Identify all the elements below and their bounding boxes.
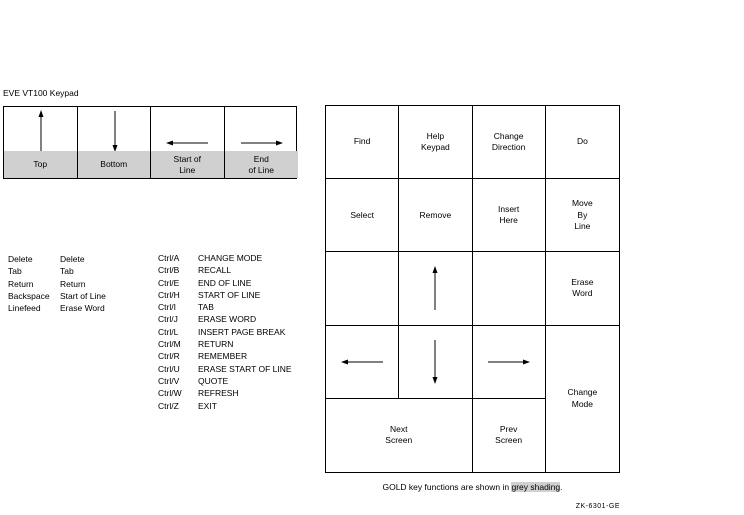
caption-text: GOLD key functions are shown in — [382, 482, 512, 492]
list-item — [158, 350, 292, 362]
ctrl-key: Ctrl/B — [158, 265, 180, 276]
list-item: Tab — [8, 266, 22, 277]
ctrl-key: Ctrl/E — [158, 277, 180, 288]
main-keypad — [325, 105, 620, 473]
ctrl-function: ERASE WORD — [198, 314, 257, 325]
ctrl-key: Ctrl/W — [158, 388, 182, 399]
ctrl-function: INSERT PAGE BREAK — [198, 326, 286, 337]
down-arrow-icon — [78, 107, 151, 153]
ctrl-key: Ctrl/I — [158, 302, 176, 313]
blank-key[interactable] — [473, 252, 546, 325]
down-arrow-key[interactable] — [399, 326, 472, 399]
ctrl-function: ERASE START OF LINE — [198, 363, 292, 374]
ctrl-key: Ctrl/U — [158, 363, 180, 374]
ctrl-function: REFRESH — [198, 388, 239, 399]
key-label: Change Direction — [491, 130, 526, 153]
key-label: Move By Line — [571, 198, 593, 232]
down-arrow-key[interactable] — [78, 107, 152, 178]
list-item — [158, 375, 292, 387]
gold-end-of-line-label: End of Line — [225, 151, 299, 178]
key-label: Prev Screen — [495, 423, 523, 446]
caption-end: . — [560, 482, 563, 492]
ctrl-key: Ctrl/M — [158, 339, 181, 350]
list-item: Return — [8, 278, 34, 289]
up-arrow-icon — [425, 264, 445, 312]
left-arrow-icon — [339, 356, 385, 368]
left-arrow-key[interactable] — [151, 107, 225, 178]
ctrl-key: Ctrl/V — [158, 375, 180, 386]
move-by-line-key[interactable] — [546, 179, 619, 252]
up-arrow-key[interactable] — [4, 107, 78, 178]
left-arrow-key[interactable] — [326, 326, 399, 399]
gold-top-label: Top — [4, 151, 77, 178]
ctrl-function: EXIT — [198, 400, 217, 411]
key-label: Change Mode — [567, 387, 598, 409]
prev-screen-key[interactable] — [473, 399, 546, 472]
next-screen-key[interactable] — [326, 399, 473, 472]
list-item — [158, 301, 292, 313]
key-label: Do — [576, 136, 588, 147]
list-item: Linefeed — [8, 303, 41, 314]
list-item: Delete — [60, 254, 85, 264]
figure-code: ZK-6301-GE — [575, 503, 620, 510]
list-item — [158, 363, 292, 375]
list-item: Erase Word — [60, 303, 105, 314]
list-item — [158, 277, 292, 289]
remove-key[interactable] — [399, 179, 472, 252]
keypad-title: EVE VT100 Keypad — [3, 88, 79, 98]
key-label: Help Keypad — [420, 130, 450, 153]
ctrl-function: END OF LINE — [198, 277, 252, 288]
ctrl-function: CHANGE MODE — [198, 253, 263, 263]
right-arrow-icon — [225, 107, 298, 153]
up-arrow-icon — [4, 107, 77, 153]
list-item — [158, 338, 292, 350]
select-key[interactable] — [326, 179, 399, 252]
ctrl-key: Ctrl/A — [158, 253, 180, 263]
gold-start-of-line-label: Start of Line — [151, 151, 224, 178]
left-arrow-icon — [151, 107, 224, 153]
list-item: Start of Line — [60, 290, 106, 301]
right-arrow-key[interactable] — [225, 107, 299, 178]
ctrl-function: RECALL — [198, 265, 232, 276]
ctrl-key: Ctrl/R — [158, 351, 180, 362]
gold-bottom-label: Bottom — [78, 151, 151, 178]
down-arrow-icon — [425, 338, 445, 386]
key-label: Next Screen — [385, 423, 413, 446]
list-item: Delete — [8, 254, 33, 264]
gold-key-caption — [325, 482, 620, 492]
help-keypad-key[interactable] — [399, 106, 472, 179]
list-item — [158, 326, 292, 338]
insert-here-key[interactable] — [473, 179, 546, 252]
key-label: Remove — [419, 209, 452, 220]
key-label: Select — [350, 209, 374, 220]
editing-key-names — [8, 253, 50, 314]
key-label: Insert Here — [497, 203, 520, 226]
ctrl-function: TAB — [198, 302, 214, 313]
do-key[interactable] — [546, 106, 619, 179]
list-item — [158, 313, 292, 325]
list-item — [158, 387, 292, 399]
ctrl-function: REMEMBER — [198, 351, 248, 362]
right-arrow-icon — [486, 356, 532, 368]
ctrl-key: Ctrl/H — [158, 289, 180, 300]
ctrl-key: Ctrl/Z — [158, 400, 179, 411]
key-label: Erase Word — [571, 276, 594, 299]
list-item: Return — [60, 278, 86, 289]
list-item — [158, 252, 292, 264]
editing-key-functions — [60, 253, 106, 314]
list-item: Backspace — [8, 290, 50, 301]
grey-shading-sample: grey shading — [511, 482, 561, 492]
list-item — [158, 264, 292, 276]
change-mode-key[interactable] — [546, 326, 619, 472]
arrow-keypad — [3, 106, 297, 179]
right-arrow-key[interactable] — [473, 326, 546, 399]
erase-word-key[interactable] — [546, 252, 619, 325]
list-item: Tab — [60, 266, 74, 277]
ctrl-function: RETURN — [198, 339, 234, 350]
change-direction-key[interactable] — [473, 106, 546, 179]
up-arrow-key[interactable] — [399, 252, 472, 325]
list-item — [158, 289, 292, 301]
blank-key[interactable] — [326, 252, 399, 325]
ctrl-function: START OF LINE — [198, 289, 261, 300]
find-key[interactable] — [326, 106, 399, 179]
ctrl-key: Ctrl/L — [158, 326, 179, 337]
control-key-list — [158, 252, 292, 412]
list-item — [158, 400, 292, 412]
key-label: Find — [353, 136, 371, 147]
ctrl-function: QUOTE — [198, 375, 229, 386]
ctrl-key: Ctrl/J — [158, 314, 178, 325]
